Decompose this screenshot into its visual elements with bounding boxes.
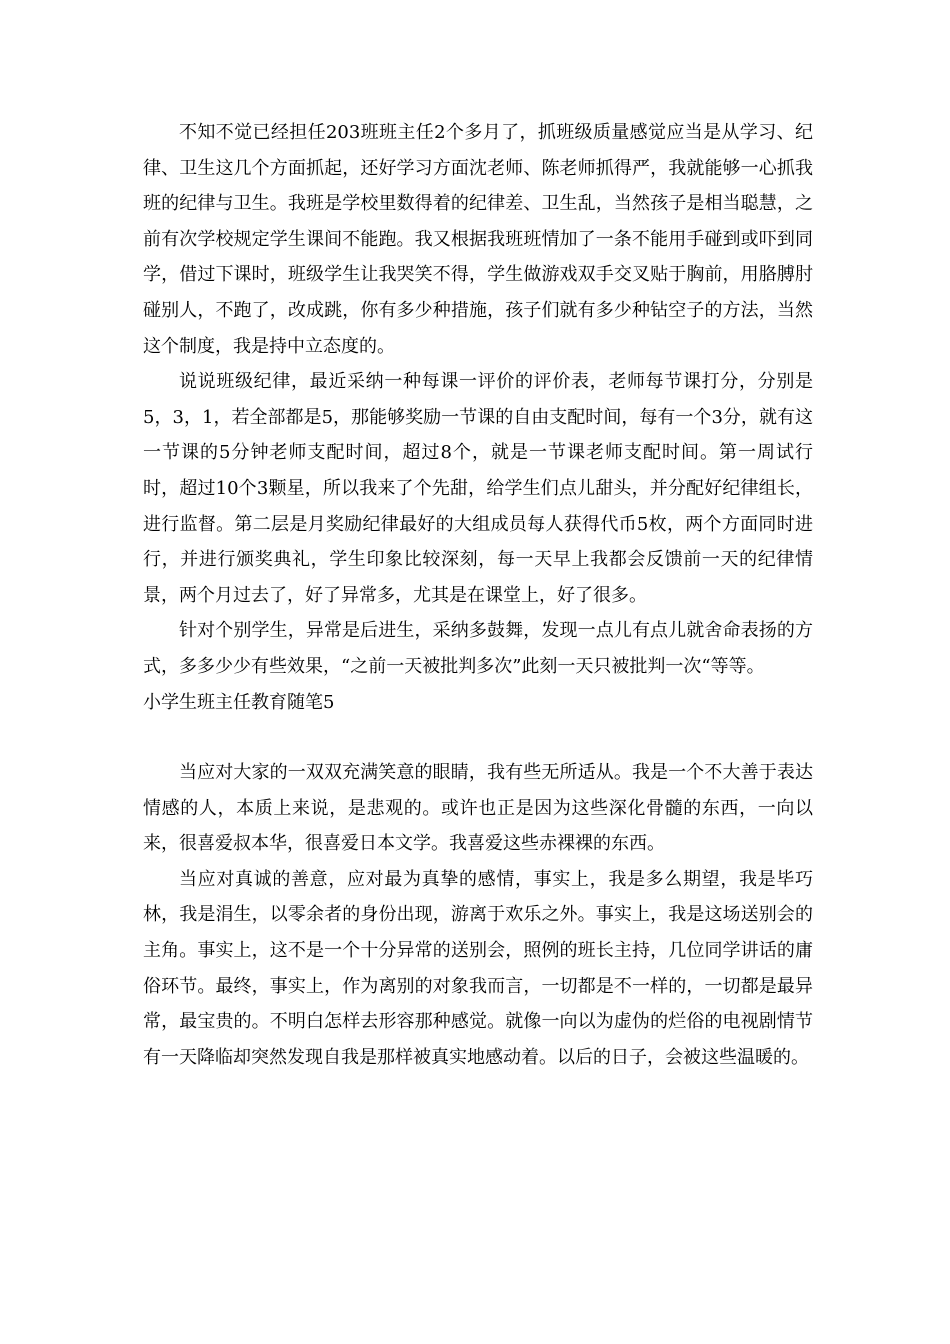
paragraph-1: 不知不觉已经担任203班班主任2个多月了，抓班级质量感觉应当是从学习、纪律、卫生这几个方面抓起，还好学习方面沈老师、陈老师抓得严，我就能够一心抓我班的纪律与卫生。我班是学校里数得着的纪律差、卫生乱，当然孩子是相当聪慧，之前有次学校规定学生课间不能跑。我又根据我班班情加了一条不能用手碰到或吓到同学，借过下课时，班级学生让我哭笑不得，学生做游戏双手交叉贴于胸前，用胳膊肘碰别人，不跑了，改成跳，你有多少种措施，孩子们就有多少种钻空子的方法，当然这个制度，我是持中立态度的。 <box>143 122 813 357</box>
paragraph-5: 当应对真诚的善意，应对最为真挚的感情，事实上，我是多么期望，我是毕巧林，我是涓生，以零余者的身份出现，游离于欢乐之外。事实上，我是这场送别会的主角。事实上，这不是一个十分异常的送别会，照例的班长主持，几位同学讲话的庸俗环节。最终，事实上，作为离别的对象我而言，一切都是不一样的，一切都是最异常，最宝贵的。不明白怎样去形容那种感觉。就像一向以为虚伪的烂俗的电视剧情节有一天降临却突然发现自我是那样被真实地感动着。以后的日子，会被这些温暖的。 <box>143 868 813 1068</box>
document-body <box>143 115 813 1075</box>
paragraph-4: 当应对大家的一双双充满笑意的眼睛，我有些无所适从。我是一个不大善于表达情感的人，本质上来说，是悲观的。或许也正是因为这些深化骨髓的东西，一向以来，很喜爱叔本华，很喜爱日本文学。我喜爱这些赤裸裸的东西。 <box>143 762 813 855</box>
section-spacer <box>143 720 813 755</box>
section-heading: 小学生班主任教育随笔5 <box>143 691 335 713</box>
paragraph-2: 说说班级纪律，最近采纳一种每课一评价的评价表，老师每节课打分，分别是5，3，1，若全部都是5，那能够奖励一节课的自由支配时间，每有一个3分，就有这一节课的5分钟老师支配时间，超过8个，就是一节课老师支配时间。第一周试行时，超过10个3颗星，所以我来了个先甜，给学生们点儿甜头，并分配好纪律组长，进行监督。第二层是月奖励纪律最好的大组成员每人获得代币5枚，两个方面同时进行，并进行颁奖典礼，学生印象比较深刻，每一天早上我都会反馈前一天的纪律情景，两个月过去了，好了异常多，尤其是在课堂上，好了很多。 <box>143 371 813 606</box>
paragraph-3: 针对个别学生，异常是后进生，采纳多鼓舞，发现一点儿有点儿就舍命表扬的方式，多多少少有些效果，“之前一天被批判多次”此刻一天只被批判一次“等等。 <box>143 620 813 677</box>
